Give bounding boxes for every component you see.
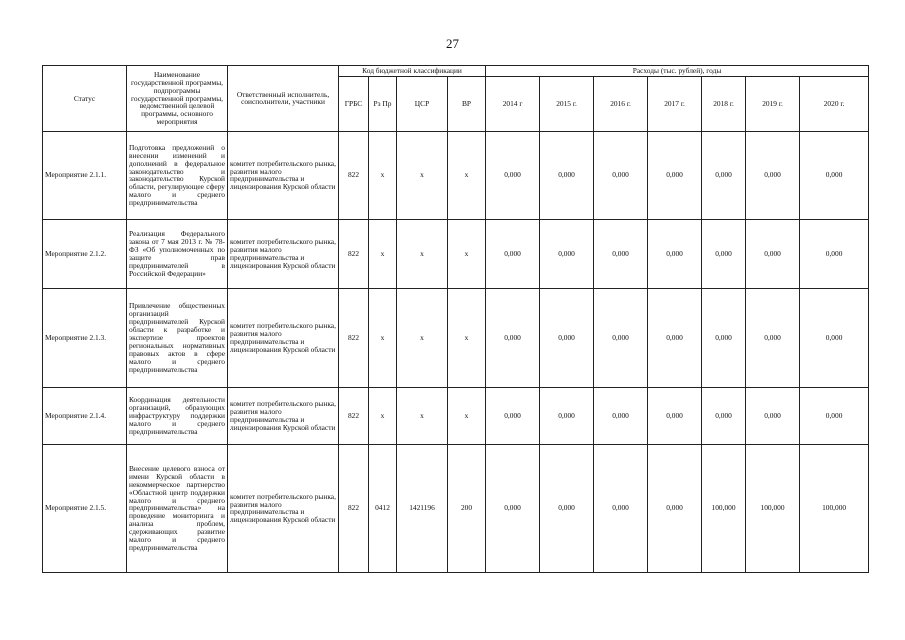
- value-cell: 100,000: [800, 444, 869, 572]
- name-cell: Внесение целевого взноса от имени Курской области в некоммерческое партнерство «Областной центр поддержки малого и среднего предпринимательства» на проведение мониторинга и анализа проблем, сдерживающих развитие малого и среднего предпринимательства: [127, 444, 228, 572]
- header-year: 2019 г.: [746, 76, 800, 131]
- value-cell: 0,000: [800, 131, 869, 219]
- status-cell: Мероприятие 2.1.3.: [43, 288, 127, 387]
- table-row: [43, 387, 869, 444]
- value-cell: 0,000: [648, 288, 702, 387]
- rz-pr-cell: x: [369, 288, 397, 387]
- value-cell: 0,000: [486, 131, 540, 219]
- header-status: Статус: [43, 66, 127, 132]
- value-cell: 100,000: [746, 444, 800, 572]
- header-year: 2014 г: [486, 76, 540, 131]
- header-budget-code-group: Код бюджетной классификации: [339, 66, 486, 77]
- rz-pr-cell: x: [369, 219, 397, 288]
- value-cell: 0,000: [746, 131, 800, 219]
- value-cell: 0,000: [648, 444, 702, 572]
- responsible-cell: комитет потребительского рынка, развития малого предпринимательства и лицензирования Курской области: [228, 219, 339, 288]
- value-cell: 0,000: [702, 387, 746, 444]
- value-cell: 0,000: [702, 288, 746, 387]
- value-cell: 0,000: [486, 219, 540, 288]
- responsible-cell: комитет потребительского рынка, развития малого предпринимательства и лицензирования Курской области: [228, 288, 339, 387]
- header-rz-pr: Рз Пр: [369, 76, 397, 131]
- value-cell: 0,000: [594, 288, 648, 387]
- vr-cell: x: [448, 131, 486, 219]
- header-row-group: [43, 66, 869, 77]
- header-csr: ЦСР: [397, 76, 448, 131]
- table-row: [43, 219, 869, 288]
- vr-cell: x: [448, 219, 486, 288]
- page-number: 27: [446, 36, 459, 51]
- grbs-cell: 822: [339, 444, 369, 572]
- vr-cell: x: [448, 387, 486, 444]
- value-cell: 0,000: [800, 288, 869, 387]
- header-grbs: ГРБС: [339, 76, 369, 131]
- header-year: 2015 г.: [540, 76, 594, 131]
- table-row: [43, 131, 869, 219]
- grbs-cell: 822: [339, 387, 369, 444]
- header-year: 2016 г.: [594, 76, 648, 131]
- responsible-cell: комитет потребительского рынка, развития малого предпринимательства и лицензирования Курской области: [228, 444, 339, 572]
- header-year: 2018 г.: [702, 76, 746, 131]
- csr-cell: x: [397, 219, 448, 288]
- csr-cell: x: [397, 387, 448, 444]
- header-expenses-group: Расходы (тыс. рублей), годы: [486, 66, 869, 77]
- value-cell: 100,000: [702, 444, 746, 572]
- value-cell: 0,000: [746, 219, 800, 288]
- value-cell: 0,000: [540, 387, 594, 444]
- csr-cell: x: [397, 131, 448, 219]
- status-cell: Мероприятие 2.1.2.: [43, 219, 127, 288]
- header-responsible: Ответственный исполнитель, соисполнители, участники: [228, 66, 339, 132]
- value-cell: 0,000: [594, 387, 648, 444]
- responsible-cell: комитет потребительского рынка, развития малого предпринимательства и лицензирования Курской области: [228, 131, 339, 219]
- csr-cell: x: [397, 288, 448, 387]
- status-cell: Мероприятие 2.1.5.: [43, 444, 127, 572]
- grbs-cell: 822: [339, 219, 369, 288]
- responsible-cell: комитет потребительского рынка, развития малого предпринимательства и лицензирования Курской области: [228, 387, 339, 444]
- value-cell: 0,000: [702, 219, 746, 288]
- value-cell: 0,000: [594, 131, 648, 219]
- grbs-cell: 822: [339, 131, 369, 219]
- value-cell: 0,000: [540, 444, 594, 572]
- header-year: 2017 г.: [648, 76, 702, 131]
- value-cell: 0,000: [648, 219, 702, 288]
- value-cell: 0,000: [486, 444, 540, 572]
- grbs-cell: 822: [339, 288, 369, 387]
- rz-pr-cell: x: [369, 131, 397, 219]
- value-cell: 0,000: [746, 387, 800, 444]
- value-cell: 0,000: [800, 387, 869, 444]
- value-cell: 0,000: [540, 131, 594, 219]
- value-cell: 0,000: [594, 219, 648, 288]
- name-cell: Координация деятельности организаций, образующих инфраструктуру поддержки малого и среднего предпринимательства: [127, 387, 228, 444]
- rz-pr-cell: x: [369, 387, 397, 444]
- value-cell: 0,000: [540, 219, 594, 288]
- table-row: [43, 444, 869, 572]
- csr-cell: 1421196: [397, 444, 448, 572]
- rz-pr-cell: 0412: [369, 444, 397, 572]
- status-cell: Мероприятие 2.1.4.: [43, 387, 127, 444]
- name-cell: Подготовка предложений о внесении изменений и дополнений в федеральное законодательство и законодательство Курской области, регулирующее сферу малого и среднего предпринимательства: [127, 131, 228, 219]
- value-cell: 0,000: [702, 131, 746, 219]
- value-cell: 0,000: [648, 387, 702, 444]
- name-cell: Реализация Федерального закона от 7 мая 2013 г. № 78-ФЗ «Об уполномоченных по защите прав предпринимателей в Российской Федерации»: [127, 219, 228, 288]
- value-cell: 0,000: [486, 387, 540, 444]
- header-year: 2020 г.: [800, 76, 869, 131]
- value-cell: 0,000: [746, 288, 800, 387]
- value-cell: 0,000: [486, 288, 540, 387]
- value-cell: 0,000: [800, 219, 869, 288]
- header-name: Наименование государственной программы, подпрограммы государственной программы, ведомственной целевой программы, основного мероприятия: [127, 66, 228, 132]
- budget-table: [42, 65, 869, 573]
- value-cell: 0,000: [540, 288, 594, 387]
- name-cell: Привлечение общественных организаций предпринимателей Курской области к разработке и экспертизе проектов региональных нормативных правовых актов в сфере малого и среднего предпринимательства: [127, 288, 228, 387]
- status-cell: Мероприятие 2.1.1.: [43, 131, 127, 219]
- header-vr: ВР: [448, 76, 486, 131]
- vr-cell: x: [448, 288, 486, 387]
- value-cell: 0,000: [648, 131, 702, 219]
- table-row: [43, 288, 869, 387]
- vr-cell: 200: [448, 444, 486, 572]
- value-cell: 0,000: [594, 444, 648, 572]
